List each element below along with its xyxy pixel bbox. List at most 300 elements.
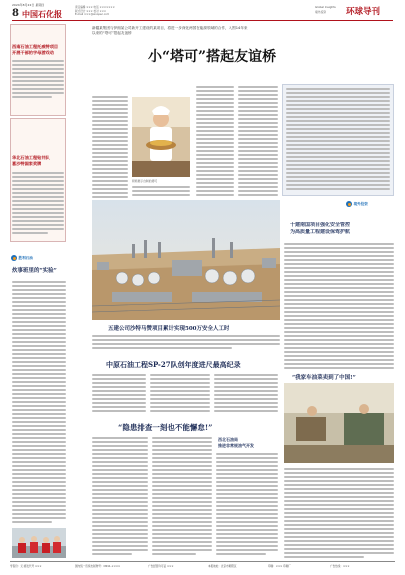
text-line: [92, 473, 148, 475]
text-line: [284, 524, 394, 526]
main-photo: [132, 97, 190, 177]
text-line: [284, 295, 394, 297]
text-line: [12, 357, 66, 359]
text-line: [286, 112, 390, 114]
text-line: [284, 351, 394, 353]
text-line: [216, 517, 278, 519]
text-line: [92, 343, 280, 345]
text-line: [152, 485, 212, 487]
text-line: [284, 355, 394, 357]
text-line: [92, 120, 128, 122]
text-line: [12, 377, 66, 379]
footer-item-6: 广告热线：×××: [330, 565, 350, 568]
text-line: [12, 321, 66, 323]
text-line: [284, 532, 394, 534]
text-line: [92, 128, 128, 130]
text-line: [286, 152, 390, 154]
left-headline-2b: 喜沙特国家奖牌: [12, 161, 42, 166]
text-line: [284, 267, 394, 269]
text-line: [284, 359, 394, 361]
text-line: [196, 170, 234, 172]
text-line: [152, 541, 212, 543]
text-line: [196, 154, 234, 156]
text-line: [92, 374, 146, 376]
text-line: [196, 94, 234, 96]
text-line: [92, 545, 148, 547]
text-line: [286, 132, 390, 134]
text-line: [196, 142, 234, 144]
text-line: [238, 134, 278, 136]
text-line: [12, 453, 66, 455]
text-line: [12, 509, 66, 511]
footer-item-2: 国内统一连续出版物号：CN11-××××: [75, 565, 121, 568]
text-line: [92, 160, 128, 162]
text-line: [152, 537, 212, 539]
text-line: [284, 299, 394, 301]
company-logo-icon: [346, 201, 352, 207]
text-line: [12, 285, 66, 287]
text-line: [284, 331, 394, 333]
text-line: [152, 449, 212, 451]
text-line: [12, 88, 64, 90]
text-line: [196, 130, 234, 132]
text-line: [92, 549, 148, 551]
text-line: [286, 176, 390, 178]
text-line: [216, 465, 278, 467]
text-line: [152, 529, 212, 531]
sp27-headline: 中原石油工程SP-27队创年度进尺最高纪录: [106, 360, 241, 369]
text-line: [12, 220, 64, 222]
footer-item-5: 印刷：××× 印刷厂: [268, 565, 291, 568]
text-line: [216, 489, 278, 491]
text-line: [286, 128, 390, 130]
text-line: [284, 544, 394, 546]
editor-line-3: E-mail ×××@sinopec.com: [75, 13, 110, 16]
text-line: [12, 521, 52, 523]
text-line: [92, 132, 128, 134]
text-line: [284, 339, 394, 341]
text-line: [286, 180, 390, 182]
text-line: [196, 186, 234, 188]
text-line: [286, 156, 390, 158]
text-line: [12, 489, 66, 491]
text-line: [196, 138, 234, 140]
text-line: [284, 323, 394, 325]
text-line: [238, 94, 278, 96]
text-line: [152, 545, 212, 547]
text-line: [152, 437, 212, 439]
text-line: [152, 553, 196, 555]
text-line: [216, 553, 266, 555]
text-line: [92, 501, 148, 503]
text-line: [92, 469, 148, 471]
text-line: [284, 504, 394, 506]
text-line: [284, 343, 394, 345]
company-logo-icon: [11, 255, 17, 261]
editor-line-2: 版式设计 ××× 校对 ×××: [75, 10, 107, 13]
text-line: [196, 146, 234, 148]
text-line: [92, 481, 148, 483]
text-line: [152, 525, 212, 527]
text-line: [132, 194, 190, 196]
text-line: [92, 529, 148, 531]
text-line: [152, 445, 212, 447]
text-line: [12, 397, 66, 399]
text-line: [196, 126, 234, 128]
text-line: [92, 168, 128, 170]
text-line: [152, 533, 212, 535]
text-line: [152, 493, 212, 495]
text-line: [92, 449, 148, 451]
text-line: [284, 271, 394, 273]
text-line: [92, 378, 146, 380]
text-line: [12, 401, 66, 403]
text-line: [92, 497, 148, 499]
text-line: [12, 224, 64, 226]
text-line: [12, 497, 66, 499]
left-logo: [11, 255, 33, 261]
text-line: [238, 130, 278, 132]
text-line: [216, 525, 278, 527]
text-line: [238, 190, 278, 192]
text-line: [152, 477, 212, 479]
text-line: [152, 461, 212, 463]
text-line: [12, 188, 64, 190]
text-line: [12, 389, 66, 391]
text-line: [216, 533, 278, 535]
section-sub: 境外投资: [315, 10, 327, 14]
text-line: [12, 212, 64, 214]
text-line: [286, 120, 390, 122]
text-line: [12, 445, 66, 447]
text-line: [92, 410, 146, 412]
deck-line-2: 以来的“塔可”搭起友谊桥: [92, 31, 132, 35]
text-line: [238, 118, 278, 120]
text-line: [238, 138, 278, 140]
text-line: [132, 186, 190, 188]
text-line: [196, 194, 234, 196]
text-line: [284, 251, 394, 253]
footer-rule: [10, 561, 395, 562]
text-line: [12, 473, 66, 475]
text-line: [238, 194, 278, 196]
text-line: [214, 374, 278, 376]
main-headline: 小“塔可”搭起友谊桥: [148, 49, 277, 65]
text-line: [92, 398, 146, 400]
text-line: [12, 313, 66, 315]
text-line: [92, 347, 232, 349]
text-line: [284, 287, 394, 289]
text-line: [238, 90, 278, 92]
text-line: [12, 192, 64, 194]
left-headline-3: 炊事班里的“实验”: [12, 268, 57, 274]
text-line: [92, 184, 128, 186]
text-line: [286, 144, 390, 146]
text-line: [238, 178, 278, 180]
text-line: [214, 394, 278, 396]
text-line: [12, 369, 66, 371]
text-line: [12, 353, 66, 355]
text-line: [196, 134, 234, 136]
text-line: [92, 112, 128, 114]
right-headline-2: 为高质量工程建设保驾护航: [290, 229, 351, 235]
text-line: [216, 477, 278, 479]
text-line: [238, 154, 278, 156]
text-line: [92, 140, 128, 142]
text-line: [286, 172, 390, 174]
left-headline-1b: 开展干部的字母游戏动: [12, 50, 54, 55]
right-logo: [346, 201, 368, 207]
text-line: [284, 335, 394, 337]
right-headline-1: 十建南国项目强化安全管控: [290, 222, 351, 228]
text-line: [92, 485, 148, 487]
text-line: [284, 480, 394, 482]
text-line: [92, 441, 148, 443]
text-line: [12, 333, 66, 335]
text-line: [152, 497, 212, 499]
text-line: [92, 192, 128, 194]
text-line: [12, 373, 66, 375]
text-line: [216, 509, 278, 511]
text-line: [92, 196, 128, 198]
text-line: [12, 84, 64, 86]
text-line: [12, 180, 64, 182]
text-line: [284, 488, 394, 490]
text-line: [92, 457, 148, 459]
text-line: [216, 461, 278, 463]
text-line: [12, 365, 66, 367]
text-line: [196, 166, 234, 168]
text-line: [284, 528, 394, 530]
text-line: [12, 184, 64, 186]
text-line: [284, 279, 394, 281]
text-line: [12, 68, 64, 70]
kicker-line-2: 推进非常规油气开发: [218, 443, 254, 448]
text-line: [152, 465, 212, 467]
text-line: [12, 457, 66, 459]
text-line: [12, 465, 66, 467]
text-line: [284, 311, 394, 313]
text-line: [284, 263, 394, 265]
text-line: [12, 345, 66, 347]
text-line: [12, 60, 64, 62]
text-line: [12, 413, 66, 415]
text-line: [214, 402, 278, 404]
text-line: [238, 170, 278, 172]
section-en: Global Insights: [315, 5, 336, 9]
text-line: [196, 182, 234, 184]
text-line: [12, 485, 66, 487]
text-line: [152, 469, 212, 471]
text-line: [284, 536, 394, 538]
kicker-line-1: 西北石油局: [218, 437, 238, 442]
text-line: [12, 297, 66, 299]
text-line: [284, 255, 394, 257]
text-line: [238, 106, 278, 108]
text-line: [12, 76, 64, 78]
text-line: [150, 394, 210, 396]
section-name: 环球导刊: [346, 7, 381, 17]
text-line: [216, 549, 278, 551]
text-line: [216, 473, 278, 475]
text-line: [196, 118, 234, 120]
text-line: [216, 501, 278, 503]
text-line: [12, 64, 64, 66]
text-line: [238, 98, 278, 100]
text-line: [216, 537, 278, 539]
text-line: [12, 505, 66, 507]
text-line: [152, 513, 212, 515]
text-line: [284, 556, 364, 558]
text-line: [216, 541, 278, 543]
text-line: [238, 150, 278, 152]
text-line: [92, 156, 128, 158]
text-line: [284, 259, 394, 261]
text-line: [286, 140, 390, 142]
text-line: [284, 283, 394, 285]
text-line: [12, 517, 66, 519]
left-box-1: [10, 24, 66, 116]
text-line: [92, 124, 128, 126]
text-line: [284, 476, 394, 478]
facility-aerial-photo: [92, 200, 280, 320]
text-line: [12, 429, 66, 431]
text-line: [286, 184, 390, 186]
text-line: [92, 517, 148, 519]
text-line: [150, 382, 210, 384]
text-line: [196, 178, 234, 180]
text-line: [150, 402, 210, 404]
text-line: [238, 142, 278, 144]
text-line: [284, 468, 394, 470]
text-line: [92, 116, 128, 118]
text-line: [150, 386, 210, 388]
text-line: [92, 525, 148, 527]
deck-line-1: 新疆某集团与伊朗某公司新开工建设的某项目，将进一步深化两国在能源领域的合作，入围14年来: [92, 26, 248, 30]
text-line: [12, 289, 66, 291]
text-line: [92, 402, 146, 404]
text-line: [284, 275, 394, 277]
text-line: [12, 409, 66, 411]
text-line: [92, 148, 128, 150]
text-line: [152, 453, 212, 455]
text-line: [12, 477, 66, 479]
text-line: [284, 307, 394, 309]
text-line: [92, 164, 128, 166]
text-line: [152, 441, 212, 443]
text-line: [196, 102, 234, 104]
left-headline-1a: 西南石油工程托威特项目: [12, 44, 59, 49]
masthead-rule: [12, 20, 393, 21]
text-line: [286, 160, 390, 162]
text-line: [132, 190, 190, 192]
text-line: [286, 108, 390, 110]
text-line: [92, 513, 148, 515]
text-line: [92, 445, 148, 447]
text-line: [284, 496, 394, 498]
text-line: [284, 319, 394, 321]
text-line: [150, 374, 210, 376]
text-line: [92, 100, 128, 102]
text-line: [92, 188, 128, 190]
text-line: [286, 116, 390, 118]
text-line: [214, 386, 278, 388]
text-line: [216, 481, 278, 483]
text-line: [214, 390, 278, 392]
text-line: [196, 110, 234, 112]
footer-item-3: 广告经营许可证 ×××: [148, 565, 174, 568]
text-line: [92, 453, 148, 455]
text-line: [12, 425, 66, 427]
text-line: [152, 521, 212, 523]
text-line: [238, 86, 278, 88]
text-line: [214, 410, 278, 412]
text-line: [284, 508, 394, 510]
text-line: [12, 301, 66, 303]
text-line: [152, 549, 212, 551]
text-line: [12, 92, 64, 94]
text-line: [286, 96, 390, 98]
text-line: [152, 489, 212, 491]
text-line: [286, 164, 390, 166]
text-line: [286, 124, 390, 126]
text-line: [92, 505, 148, 507]
text-line: [92, 493, 148, 495]
text-line: [12, 433, 66, 435]
text-line: [286, 188, 390, 190]
text-line: [196, 114, 234, 116]
text-line: [12, 381, 66, 383]
left-logo-text: 胜利石油: [18, 255, 33, 260]
text-line: [284, 492, 394, 494]
text-line: [12, 481, 66, 483]
text-line: [216, 457, 278, 459]
text-line: [216, 529, 278, 531]
text-line: [214, 382, 278, 384]
text-line: [286, 148, 390, 150]
text-line: [92, 382, 146, 384]
text-line: [214, 398, 278, 400]
text-line: [286, 136, 390, 138]
text-line: [284, 363, 394, 365]
text-line: [238, 166, 278, 168]
text-line: [92, 386, 146, 388]
text-line: [92, 406, 146, 408]
quote-headline: “我家车油菜卖到了中国!”: [292, 375, 356, 381]
text-line: [92, 437, 148, 439]
text-line: [92, 176, 128, 178]
text-line: [92, 104, 128, 106]
text-line: [12, 421, 66, 423]
text-line: [284, 552, 394, 554]
text-line: [216, 497, 278, 499]
text-line: [12, 317, 66, 319]
text-line: [12, 437, 66, 439]
text-line: [12, 341, 66, 343]
text-line: [284, 540, 394, 542]
text-line: [150, 390, 210, 392]
photo-caption: 厨师展示自制的塔可: [132, 179, 158, 183]
text-line: [150, 398, 210, 400]
text-line: [238, 146, 278, 148]
text-line: [152, 501, 212, 503]
text-line: [12, 449, 66, 451]
text-line: [196, 190, 234, 192]
text-line: [284, 548, 394, 550]
text-line: [284, 367, 394, 369]
text-line: [150, 378, 210, 380]
right-logo-text: 境外投资: [353, 201, 368, 206]
